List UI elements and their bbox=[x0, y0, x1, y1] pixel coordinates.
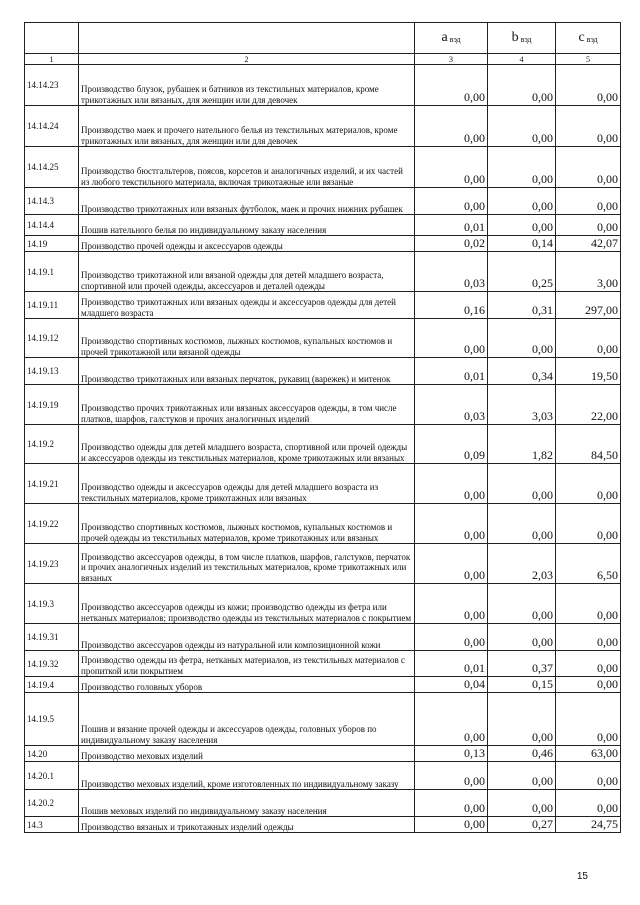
value-b-cell: 0,00 bbox=[488, 584, 556, 624]
activity-name-cell: Производство бюстгальтеров, поясов, корсетов и аналогичных изделий, и их частей из любого текстильного материала, включая трикотажные или вязаные bbox=[79, 147, 415, 188]
value-a-cell: 0,00 bbox=[415, 762, 488, 790]
okved-code-cell: 14.14.23 bbox=[25, 65, 79, 106]
table-row bbox=[25, 817, 621, 833]
okved-code-cell: 14.14.4 bbox=[25, 215, 79, 236]
activity-name-cell: Производство одежды для детей младшего возраста, спортивной или прочей одежды и аксессуаров одежды из текстильных материалов, кроме трикотажных или вязаных bbox=[79, 425, 415, 464]
table-row bbox=[25, 236, 621, 252]
table-row bbox=[25, 292, 621, 319]
okved-code-cell: 14.14.25 bbox=[25, 147, 79, 188]
value-a-cell: 0,00 bbox=[415, 817, 488, 833]
value-a-cell: 0,02 bbox=[415, 236, 488, 252]
value-a-cell: 0,00 bbox=[415, 693, 488, 746]
okved-code-cell: 14.19.12 bbox=[25, 319, 79, 358]
value-b-cell: 3,03 bbox=[488, 385, 556, 425]
value-b-cell: 0,00 bbox=[488, 106, 556, 147]
table-row bbox=[25, 651, 621, 677]
activity-name-cell: Пошив и вязание прочей одежды и аксессуаров одежды, головных уборов по индивидуальному заказу населения bbox=[79, 693, 415, 746]
value-a-cell: 0,03 bbox=[415, 385, 488, 425]
activity-name-cell: Производство меховых изделий, кроме изготовленных по индивидуальному заказу bbox=[79, 762, 415, 790]
index-cell: 2 bbox=[79, 54, 415, 65]
index-cell: 4 bbox=[488, 54, 556, 65]
value-b-cell: 0,00 bbox=[488, 624, 556, 651]
okved-code-cell: 14.19 bbox=[25, 236, 79, 252]
page-number: 15 bbox=[576, 871, 588, 882]
activity-name-cell: Производство аксессуаров одежды, в том числе платков, шарфов, галстуков, перчаток и прочих аналогичных изделий из текстильных материалов, кроме трикотажных или вязаных bbox=[79, 544, 415, 584]
activity-name-cell: Производство одежды из фетра, нетканых материалов, из текстильных материалов с пропиткой или покрытием bbox=[79, 651, 415, 677]
value-a-cell: 0,01 bbox=[415, 651, 488, 677]
header-col-c: c $_{вэд}$ bbox=[556, 23, 621, 54]
value-c-cell: 0,00 bbox=[556, 464, 621, 504]
table-row bbox=[25, 584, 621, 624]
value-c-cell: 297,00 bbox=[556, 292, 621, 319]
okved-code-cell: 14.19.11 bbox=[25, 292, 79, 319]
table-header-row bbox=[25, 23, 621, 54]
activity-name-cell: Производство одежды и аксессуаров одежды для детей младшего возраста из текстильных материалов, кроме трикотажных или вязаных bbox=[79, 464, 415, 504]
activity-name-cell: Производство трикотажных или вязаных перчаток, рукавиц (варежек) и митенок bbox=[79, 358, 415, 385]
okved-code-cell: 14.19.2 bbox=[25, 425, 79, 464]
value-a-cell: 0,04 bbox=[415, 677, 488, 693]
okved-code-cell: 14.19.22 bbox=[25, 504, 79, 544]
value-c-cell: 0,00 bbox=[556, 188, 621, 215]
value-b-cell: 0,00 bbox=[488, 319, 556, 358]
value-b-cell: 2,03 bbox=[488, 544, 556, 584]
header-code-cell bbox=[25, 23, 79, 54]
activity-name-cell: Производство трикотажных или вязаных футболок, маек и прочих нижних рубашек bbox=[79, 188, 415, 215]
table-row bbox=[25, 544, 621, 584]
column-index-row bbox=[25, 54, 621, 65]
header-name-cell bbox=[79, 23, 415, 54]
okved-code-cell: 14.19.3 bbox=[25, 584, 79, 624]
okved-code-cell: 14.19.32 bbox=[25, 651, 79, 677]
value-a-cell: 0,00 bbox=[415, 106, 488, 147]
header-col-a: a $_{вэд}$ bbox=[415, 23, 488, 54]
value-c-cell: 0,00 bbox=[556, 106, 621, 147]
table-row bbox=[25, 358, 621, 385]
value-b-cell: 0,00 bbox=[488, 65, 556, 106]
okved-code-cell: 14.19.5 bbox=[25, 693, 79, 746]
table-row bbox=[25, 762, 621, 790]
value-c-cell: 22,00 bbox=[556, 385, 621, 425]
index-cell: 5 bbox=[556, 54, 621, 65]
activity-name-cell: Пошив меховых изделий по индивидуальному заказу населения bbox=[79, 790, 415, 817]
value-b-cell: 0,00 bbox=[488, 147, 556, 188]
value-b-cell: 0,00 bbox=[488, 693, 556, 746]
activity-name-cell: Производство спортивных костюмов, лыжных костюмов, купальных костюмов и прочей трикотажной или вязаной одежды bbox=[79, 319, 415, 358]
value-b-cell: 0,00 bbox=[488, 762, 556, 790]
index-cell: 3 bbox=[415, 54, 488, 65]
value-a-cell: 0,00 bbox=[415, 147, 488, 188]
table-row bbox=[25, 319, 621, 358]
value-c-cell: 24,75 bbox=[556, 817, 621, 833]
okved-code-cell: 14.19.19 bbox=[25, 385, 79, 425]
table-row bbox=[25, 425, 621, 464]
header-col-b: b $_{вэд}$ bbox=[488, 23, 556, 54]
activity-name-cell: Производство трикотажных или вязаных одежды и аксессуаров одежды для детей младшего возраста bbox=[79, 292, 415, 319]
table-row bbox=[25, 464, 621, 504]
okved-code-cell: 14.14.3 bbox=[25, 188, 79, 215]
value-b-cell: 0,00 bbox=[488, 215, 556, 236]
value-c-cell: 63,00 bbox=[556, 746, 621, 762]
value-a-cell: 0,00 bbox=[415, 584, 488, 624]
activity-name-cell: Производство блузок, рубашек и батников из текстильных материалов, кроме трикотажных или вязаных, для женщин или для девочек bbox=[79, 65, 415, 106]
value-c-cell: 0,00 bbox=[556, 651, 621, 677]
activity-name-cell: Производство меховых изделий bbox=[79, 746, 415, 762]
activity-name-cell: Производство прочей одежды и аксессуаров одежды bbox=[79, 236, 415, 252]
value-c-cell: 3,00 bbox=[556, 252, 621, 292]
value-a-cell: 0,00 bbox=[415, 188, 488, 215]
coefficients-table bbox=[24, 22, 621, 833]
okved-code-cell: 14.3 bbox=[25, 817, 79, 833]
table-row bbox=[25, 188, 621, 215]
value-b-cell: 0,34 bbox=[488, 358, 556, 385]
value-c-cell: 0,00 bbox=[556, 762, 621, 790]
value-a-cell: 0,09 bbox=[415, 425, 488, 464]
value-c-cell: 0,00 bbox=[556, 677, 621, 693]
activity-name-cell: Производство прочих трикотажных или вязаных аксессуаров одежды, в том числе платков, шарфов, галстуков и прочих аналогичных изделий bbox=[79, 385, 415, 425]
okved-code-cell: 14.14.24 bbox=[25, 106, 79, 147]
table-row bbox=[25, 746, 621, 762]
value-a-cell: 0,00 bbox=[415, 504, 488, 544]
value-a-cell: 0,16 bbox=[415, 292, 488, 319]
value-c-cell: 6,50 bbox=[556, 544, 621, 584]
activity-name-cell: Производство аксессуаров одежды из кожи; производство одежды из фетра или нетканых материалов; производство одежды из текстильных материалов с покрытием bbox=[79, 584, 415, 624]
table-row bbox=[25, 215, 621, 236]
value-b-cell: 0,27 bbox=[488, 817, 556, 833]
table-row bbox=[25, 677, 621, 693]
activity-name-cell: Пошив нательного белья по индивидуальному заказу населения bbox=[79, 215, 415, 236]
okved-code-cell: 14.19.31 bbox=[25, 624, 79, 651]
value-c-cell: 0,00 bbox=[556, 790, 621, 817]
value-a-cell: 0,01 bbox=[415, 358, 488, 385]
table-row bbox=[25, 504, 621, 544]
value-b-cell: 0,00 bbox=[488, 790, 556, 817]
value-a-cell: 0,00 bbox=[415, 319, 488, 358]
value-c-cell: 0,00 bbox=[556, 147, 621, 188]
table-row bbox=[25, 693, 621, 746]
activity-name-cell: Производство вязаных и трикотажных изделий одежды bbox=[79, 817, 415, 833]
activity-name-cell: Производство трикотажной или вязаной одежды для детей младшего возраста, спортивной или прочей одежды, аксессуаров и деталей одежды bbox=[79, 252, 415, 292]
okved-code-cell: 14.19.23 bbox=[25, 544, 79, 584]
table-row bbox=[25, 385, 621, 425]
table-row bbox=[25, 147, 621, 188]
table-row bbox=[25, 790, 621, 817]
okved-code-cell: 14.19.1 bbox=[25, 252, 79, 292]
okved-code-cell: 14.19.13 bbox=[25, 358, 79, 385]
value-b-cell: 0,00 bbox=[488, 464, 556, 504]
value-b-cell: 0,00 bbox=[488, 504, 556, 544]
table-row bbox=[25, 106, 621, 147]
okved-code-cell: 14.20 bbox=[25, 746, 79, 762]
value-b-cell: 1,82 bbox=[488, 425, 556, 464]
value-c-cell: 0,00 bbox=[556, 624, 621, 651]
value-c-cell: 19,50 bbox=[556, 358, 621, 385]
value-a-cell: 0,13 bbox=[415, 746, 488, 762]
value-a-cell: 0,00 bbox=[415, 544, 488, 584]
value-a-cell: 0,00 bbox=[415, 790, 488, 817]
activity-name-cell: Производство головных уборов bbox=[79, 677, 415, 693]
value-b-cell: 0,00 bbox=[488, 188, 556, 215]
table-row bbox=[25, 624, 621, 651]
value-c-cell: 0,00 bbox=[556, 65, 621, 106]
value-c-cell: 0,00 bbox=[556, 693, 621, 746]
value-a-cell: 0,00 bbox=[415, 65, 488, 106]
okved-code-cell: 14.20.2 bbox=[25, 790, 79, 817]
value-c-cell: 0,00 bbox=[556, 319, 621, 358]
value-a-cell: 0,03 bbox=[415, 252, 488, 292]
table-row bbox=[25, 65, 621, 106]
value-a-cell: 0,00 bbox=[415, 624, 488, 651]
index-cell: 1 bbox=[25, 54, 79, 65]
value-c-cell: 0,00 bbox=[556, 584, 621, 624]
value-b-cell: 0,31 bbox=[488, 292, 556, 319]
value-b-cell: 0,14 bbox=[488, 236, 556, 252]
okved-code-cell: 14.19.21 bbox=[25, 464, 79, 504]
value-c-cell: 0,00 bbox=[556, 215, 621, 236]
value-c-cell: 84,50 bbox=[556, 425, 621, 464]
okved-code-cell: 14.20.1 bbox=[25, 762, 79, 790]
activity-name-cell: Производство спортивных костюмов, лыжных костюмов, купальных костюмов и прочей одежды из текстильных материалов, кроме трикотажных или вязаных bbox=[79, 504, 415, 544]
okved-code-cell: 14.19.4 bbox=[25, 677, 79, 693]
activity-name-cell: Производство аксессуаров одежды из натуральной или композиционной кожи bbox=[79, 624, 415, 651]
table-row bbox=[25, 252, 621, 292]
value-a-cell: 0,01 bbox=[415, 215, 488, 236]
value-b-cell: 0,15 bbox=[488, 677, 556, 693]
value-a-cell: 0,00 bbox=[415, 464, 488, 504]
value-c-cell: 0,00 bbox=[556, 504, 621, 544]
value-b-cell: 0,25 bbox=[488, 252, 556, 292]
value-b-cell: 0,37 bbox=[488, 651, 556, 677]
activity-name-cell: Производство маек и прочего нательного белья из текстильных материалов, кроме трикотажных или вязаных, для женщин или для девочек bbox=[79, 106, 415, 147]
value-c-cell: 42,07 bbox=[556, 236, 621, 252]
value-b-cell: 0,46 bbox=[488, 746, 556, 762]
